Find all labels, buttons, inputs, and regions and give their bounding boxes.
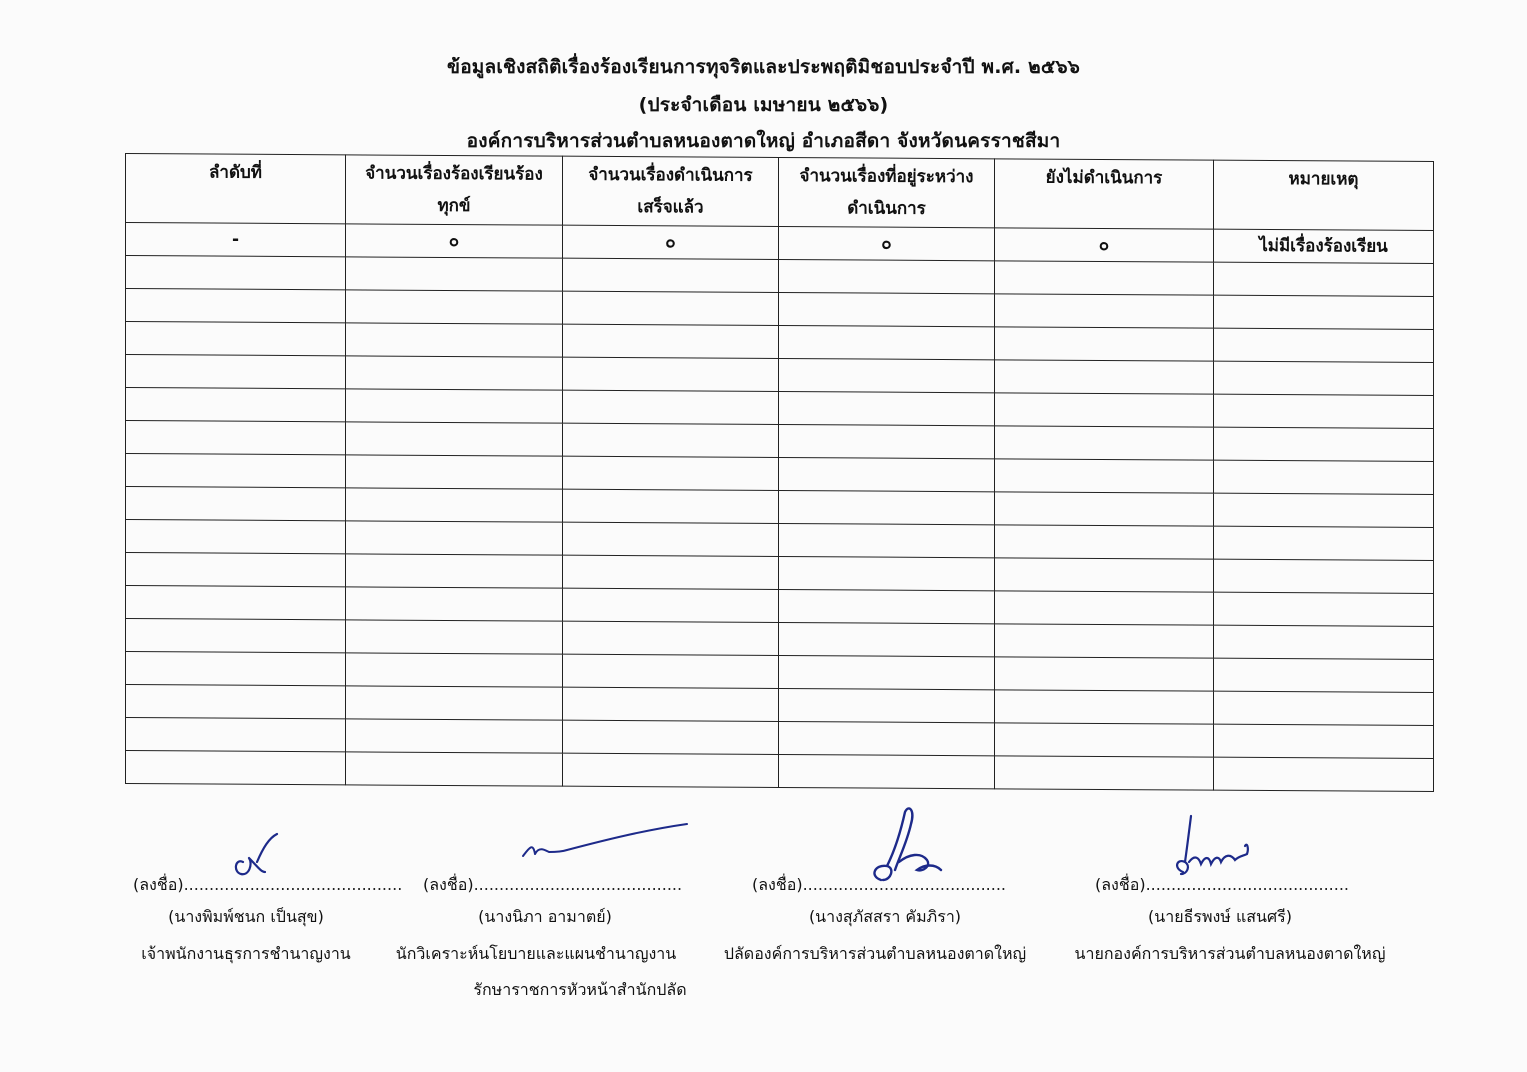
empty-cell: [779, 721, 995, 755]
sign-dots: ........................................: [802, 875, 1007, 894]
cell-complaints-count: ๐: [346, 224, 563, 258]
empty-cell: [126, 685, 346, 719]
empty-cell: [995, 723, 1214, 757]
empty-cell: [346, 719, 563, 753]
empty-cell: [1214, 493, 1434, 527]
empty-cell: [779, 655, 995, 689]
signer-name-4: (นายธีรพงษ์ แสนศรี): [1148, 907, 1292, 926]
empty-cell: [126, 388, 346, 422]
header-completed-count: จำนวนเรื่องดำเนินการเสร็จแล้ว: [563, 156, 779, 226]
empty-cell: [126, 520, 346, 554]
empty-cell: [779, 391, 995, 425]
header-order: ลำดับที่: [126, 154, 346, 224]
handwritten-signature-2: [515, 818, 695, 868]
empty-cell: [995, 525, 1214, 559]
empty-cell: [995, 261, 1214, 295]
empty-cell: [779, 622, 995, 656]
empty-cell: [563, 621, 779, 655]
table-header-row: [126, 154, 1434, 231]
empty-cell: [995, 492, 1214, 526]
empty-cell: [126, 256, 346, 290]
empty-cell: [1214, 460, 1434, 494]
document-subtitle: (ประจำเดือน เมษายน ๒๕๖๖): [638, 94, 889, 116]
cell-completed-count: ๐: [563, 225, 779, 259]
sign-dots: ........................................: [1145, 875, 1350, 894]
empty-cell: [346, 488, 563, 522]
signer-position-4: นายกองค์การบริหารส่วนตำบลหนองตาดใหญ่: [1074, 944, 1386, 963]
empty-cell: [995, 459, 1214, 493]
signature-line-2: [423, 873, 682, 898]
empty-cell: [346, 521, 563, 555]
handwritten-signature-1: [205, 828, 285, 888]
empty-cell: [1214, 526, 1434, 560]
empty-cell: [126, 718, 346, 752]
empty-cell: [126, 355, 346, 389]
sign-dots: ...........................................: [183, 875, 403, 894]
empty-cell: [346, 389, 563, 423]
signer-position-2-acting: รักษาราชการหัวหน้าสำนักปลัด: [473, 980, 687, 999]
signer-name-3: (นางสุภัสสรา คัมภิรา): [808, 907, 962, 926]
empty-cell: [1214, 658, 1434, 692]
empty-cell: [563, 390, 779, 424]
empty-cell: [1214, 262, 1434, 296]
empty-cell: [346, 422, 563, 456]
empty-cell: [1214, 394, 1434, 428]
empty-cell: [126, 586, 346, 620]
sign-dots: .........................................: [473, 875, 683, 894]
header-remarks: หมายเหตุ: [1214, 160, 1434, 230]
empty-cell: [563, 291, 779, 325]
empty-cell: [1214, 691, 1434, 725]
empty-cell: [1214, 724, 1434, 758]
empty-cell: [995, 426, 1214, 460]
empty-cell: [995, 624, 1214, 658]
empty-cell: [1214, 625, 1434, 659]
empty-cell: [563, 687, 779, 721]
sign-prefix: (ลงชื่อ): [133, 875, 184, 894]
empty-cell: [563, 588, 779, 622]
empty-cell: [126, 652, 346, 686]
empty-cell: [126, 553, 346, 587]
empty-cell: [1214, 592, 1434, 626]
header-not-started: ยังไม่ดำเนินการ: [995, 159, 1214, 229]
empty-cell: [346, 752, 563, 786]
cell-not-started: ๐: [995, 228, 1214, 262]
sign-prefix: (ลงชื่อ): [423, 875, 474, 894]
empty-cell: [126, 454, 346, 488]
empty-cell: [1214, 328, 1434, 362]
empty-cell: [346, 356, 563, 390]
empty-cell: [779, 556, 995, 590]
empty-cell: [779, 358, 995, 392]
empty-cell: [563, 654, 779, 688]
empty-cell: [346, 587, 563, 621]
empty-cell: [779, 325, 995, 359]
empty-cell: [995, 591, 1214, 625]
empty-cell: [779, 457, 995, 491]
empty-cell: [563, 258, 779, 292]
empty-cell: [346, 290, 563, 324]
empty-cell: [346, 554, 563, 588]
document-title: ข้อมูลเชิงสถิติเรื่องร้องเรียนการทุจริตและประพฤติมิชอบประจำปี พ.ศ. ๒๕๖๖: [447, 56, 1080, 78]
header-complaints-count: จำนวนเรื่องร้องเรียนร้องทุกข์: [346, 155, 563, 225]
empty-cell: [346, 323, 563, 357]
empty-cell: [1214, 559, 1434, 593]
empty-cell: [779, 523, 995, 557]
sign-prefix: (ลงชื่อ): [752, 875, 803, 894]
empty-cell: [995, 690, 1214, 724]
empty-cell: [995, 327, 1214, 361]
empty-cell: [126, 487, 346, 521]
handwritten-signature-4: [1165, 812, 1255, 882]
complaint-statistics-table: [125, 153, 1434, 792]
cell-order: -: [126, 223, 346, 257]
empty-cell: [779, 259, 995, 293]
empty-cell: [779, 292, 995, 326]
empty-cell: [346, 257, 563, 291]
empty-cell: [779, 589, 995, 623]
empty-cell: [779, 424, 995, 458]
empty-cell: [995, 558, 1214, 592]
empty-cell: [995, 657, 1214, 691]
empty-cell: [1214, 361, 1434, 395]
empty-cell: [563, 456, 779, 490]
empty-cell: [995, 294, 1214, 328]
empty-cell: [126, 751, 346, 785]
signer-position-2: นักวิเคราะห์นโยบายและแผนชำนาญงาน: [395, 944, 677, 963]
signer-name-2: (นางนิภา อามาตย์): [478, 907, 612, 926]
empty-cell: [563, 555, 779, 589]
empty-cell: [563, 324, 779, 358]
empty-cell: [995, 756, 1214, 790]
empty-cell: [563, 753, 779, 787]
header-in-progress-count: จำนวนเรื่องที่อยู่ระหว่างดำเนินการ: [779, 157, 995, 227]
empty-cell: [1214, 757, 1434, 791]
empty-cell: [346, 653, 563, 687]
empty-cell: [346, 455, 563, 489]
cell-remarks: ไม่มีเรื่องร้องเรียน: [1214, 229, 1434, 263]
signer-position-1: เจ้าพนักงานธุรการชำนาญงาน: [141, 944, 351, 963]
empty-cell: [126, 619, 346, 653]
empty-cell: [563, 522, 779, 556]
empty-cell: [1214, 427, 1434, 461]
empty-cell: [563, 489, 779, 523]
signer-position-3: ปลัดองค์การบริหารส่วนตำบลหนองตาดใหญ่: [723, 944, 1027, 963]
table-row: [126, 751, 1434, 792]
empty-cell: [779, 688, 995, 722]
empty-cell: [779, 490, 995, 524]
empty-cell: [346, 686, 563, 720]
empty-cell: [563, 720, 779, 754]
empty-cell: [126, 289, 346, 323]
empty-cell: [995, 360, 1214, 394]
empty-cell: [563, 423, 779, 457]
signer-name-1: (นางพิมพ์ชนก เป็นสุข): [168, 907, 324, 926]
empty-cell: [126, 421, 346, 455]
sign-prefix: (ลงชื่อ): [1095, 875, 1146, 894]
empty-cell: [346, 620, 563, 654]
empty-cell: [1214, 295, 1434, 329]
empty-cell: [563, 357, 779, 391]
empty-cell: [126, 322, 346, 356]
empty-cell: [995, 393, 1214, 427]
cell-in-progress-count: ๐: [779, 226, 995, 260]
empty-cell: [779, 754, 995, 788]
handwritten-signature-3: [855, 800, 945, 890]
organization-line: องค์การบริหารส่วนตำบลหนองตาดใหญ่ อำเภอสีดา จังหวัดนครราชสีมา: [466, 130, 1061, 152]
